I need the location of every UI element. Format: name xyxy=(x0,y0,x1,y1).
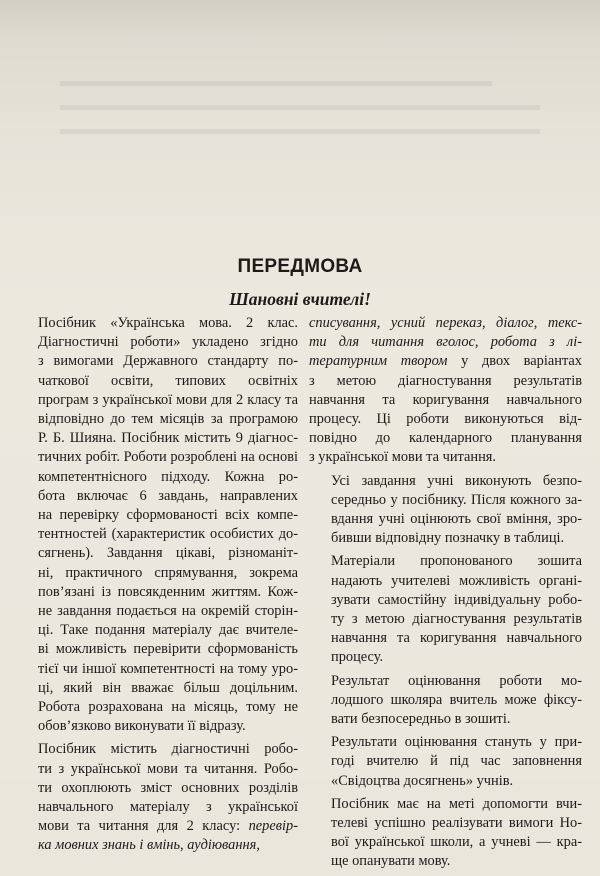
text-line: з української мови та читання. xyxy=(309,449,497,466)
paragraph xyxy=(16,314,298,736)
italic-segment: списування, усний переказ, діалог, текс- xyxy=(309,315,582,331)
text-line: Результати оцінювання стануть у при- xyxy=(331,734,582,751)
text-line: пов’язані із повсякденним життям. Кож- xyxy=(38,583,298,600)
text-line: обов’язково виконувати її відразу. xyxy=(38,718,246,735)
text-line: Усі завдання учні виконують безпо- xyxy=(331,472,582,489)
text-line: Посібник «Українська мова. 2 клас. xyxy=(38,315,298,331)
paragraph xyxy=(309,795,582,872)
text-line xyxy=(309,333,582,352)
paragraph xyxy=(309,733,582,791)
text-line xyxy=(309,314,582,333)
text-line: тичних робіт. Роботи розроблені на основі xyxy=(38,449,298,466)
text-line: годі вчителю й під час заповнення xyxy=(331,753,582,770)
text-line: Результат оцінювання роботи мо- xyxy=(331,672,582,689)
paragraph xyxy=(309,672,582,730)
text-line: надають учителеві можливість органі- xyxy=(331,572,582,589)
text-line: тієї чи іншої компетентності на тому уро- xyxy=(38,660,298,677)
text-line: навчального матеріалу з української xyxy=(38,799,298,816)
italic-segment: ти для читання вголос, робота з лі- xyxy=(309,334,582,351)
text-line: Посібник має на меті допомогти вчи- xyxy=(331,795,582,812)
text-line: вати безпосередньо в зошиті. xyxy=(331,711,511,728)
text-line: відповідно до тем місяців за програмою xyxy=(38,411,298,428)
italic-segment: тературним твором xyxy=(309,353,448,370)
paragraph xyxy=(16,740,298,855)
text-line: Посібник містить діагностичні робо- xyxy=(38,741,298,758)
text-line: Матеріали пропонованого зошита xyxy=(331,553,582,570)
text-line: навчання та коригування навчального xyxy=(309,391,582,408)
text-line: не завдання подається на окремій сторін- xyxy=(38,603,298,620)
text-line: лодшого школяра вчитель може фіксу- xyxy=(331,691,582,708)
text-line: ти з української мови та читання. Робо- xyxy=(38,760,298,777)
text-line: ні, практичного спрямування, зокрема xyxy=(38,564,298,581)
italic-segment: ка мовних знань і вмінь, аудіювання, xyxy=(38,837,260,854)
text-line: ці. Таке подання матеріалу дає вчителе- xyxy=(38,622,298,639)
bleed-through-shadow: ▬▬▬▬▬▬▬▬▬▬▬▬▬▬▬▬▬▬▬▬▬▬▬▬▬▬▬ ▬▬▬▬▬▬▬▬▬▬▬▬▬▬▬▬▬▬▬▬▬▬▬▬▬▬▬▬▬▬ ▬▬▬▬▬▬▬▬▬▬▬▬▬▬▬▬▬▬▬▬▬▬▬▬▬▬▬▬▬▬ xyxy=(60,73,540,138)
text-line: чаткової освіти, типових освітніх xyxy=(38,372,298,389)
text-line: компетентнісного підходу. Кожна ро- xyxy=(38,468,298,485)
paragraph xyxy=(309,314,582,468)
text-line: бота включає 6 завдань, направлених xyxy=(38,487,298,504)
italic-segment: перевір- xyxy=(248,818,298,835)
text-line: середньо у посібнику. Після кожного за- xyxy=(331,491,582,508)
text-segment: у двох варіантах xyxy=(447,353,582,370)
text-line xyxy=(16,817,298,836)
paragraph xyxy=(309,472,582,549)
text-line: з метою діагностування результатів xyxy=(309,372,582,389)
text-line: Р. Б. Шияна. Посібник містить 9 діагнос- xyxy=(38,430,298,447)
text-segment: мови та читання для 2 класу: xyxy=(38,818,249,835)
text-line xyxy=(16,836,298,855)
text-line: процесу. xyxy=(331,649,384,666)
greeting-heading: Шановні вчителі! xyxy=(229,289,371,309)
text-line: на перевірку сформованості всіх компе- xyxy=(38,507,298,524)
text-line: ту з метою діагностування результатів xyxy=(331,611,582,628)
text-line: процесу. Ці роботи виконуються від- xyxy=(309,411,582,428)
text-line: телеві успішно реалізувати вимоги Но- xyxy=(331,815,582,832)
text-line xyxy=(309,352,582,371)
text-line: з вимогами Державного стандарту по- xyxy=(38,353,298,370)
text-line: «Свідоцтва досягнень» учнів. xyxy=(331,772,514,789)
text-line: навчання та коригування навчального xyxy=(331,630,582,647)
text-line: вдання учні оцінюють свої вміння, зро- xyxy=(331,511,582,528)
paragraph xyxy=(309,552,582,667)
text-line: зувати самостійну індивідуальну робо- xyxy=(331,591,582,608)
text-line: ці, який він вважає більш доцільним. xyxy=(38,679,298,696)
right-text-column xyxy=(309,314,582,876)
text-line: вої української школи, а учневі — кра- xyxy=(331,834,582,851)
text-line: Робота розрахована на місяць, тому не xyxy=(38,699,298,716)
text-line: повідно до календарного планування xyxy=(309,430,582,447)
left-text-column xyxy=(16,314,298,860)
text-line: програм з української мови для 2 класу та xyxy=(38,391,298,408)
text-line: ще опанувати мову. xyxy=(331,853,451,870)
text-line: бивши відповідну позначку в таблиці. xyxy=(331,530,565,547)
text-line: тентностей (характеристик особистих до- xyxy=(38,526,298,543)
text-line: ві можливість перевірити сформованість xyxy=(38,641,298,658)
text-line: Діагностичні роботи» укладено згідно xyxy=(38,334,298,351)
text-line: сягнень). Завдання цікаві, різноманіт- xyxy=(38,545,298,562)
text-line: ти охоплюють зміст основних розділів xyxy=(38,779,298,796)
page-title: ПЕРЕДМОВА xyxy=(237,256,363,277)
